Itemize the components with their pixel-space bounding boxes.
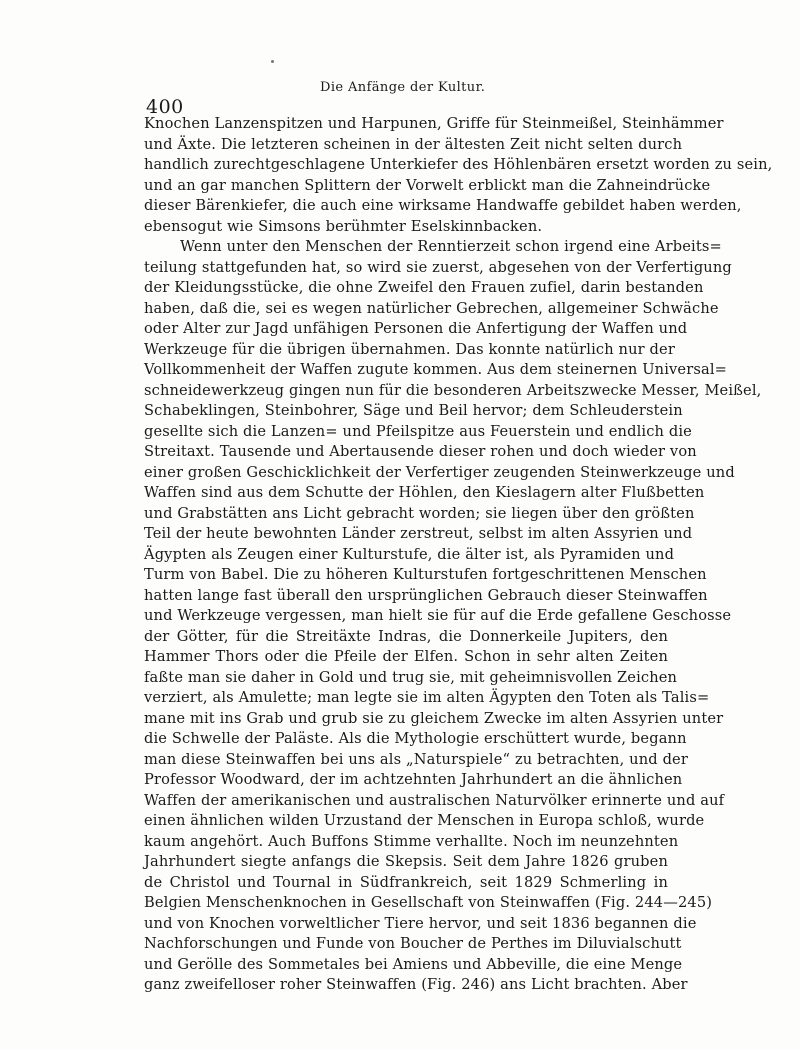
text-line: Werkzeuge für die übrigen übernahmen. Das konnte natürlich nur der — [144, 340, 675, 358]
text-line: Knochen Lanzenspitzen und Harpunen, Griffe für Steinmeißel, Steinhämmer — [144, 115, 724, 132]
page-number: 400 — [146, 96, 184, 118]
text-line: der Götter, für die Streitäxte Indras, die Donnerkeile Jupiters, den — [144, 627, 668, 645]
text-line: schneidewerkzeug gingen nun für die besonderen Arbeitszwecke Messer, Meißel, — [144, 381, 762, 399]
text-line: Waffen sind aus dem Schutte der Höhlen, den Kieslagern alter Flußbetten — [144, 484, 705, 501]
ink-speck — [271, 60, 274, 63]
text-line: Turm von Babel. Die zu höheren Kulturstufen fortgeschrittenen Menschen — [144, 566, 707, 583]
text-line: einen ähnlichen wilden Urzustand der Menschen in Europa schloß, wurde — [144, 812, 705, 829]
text-line: de Christol und Tournal in Südfrankreich, seit 1829 Schmerling in — [144, 873, 668, 891]
text-line: handlich zurechtgeschlagene Unterkiefer des Höhlenbären ersetzt worden zu sein, — [144, 156, 773, 173]
text-line: kaum angehört. Auch Buffons Stimme verhallte. Noch im neunzehnten — [144, 832, 679, 850]
text-line: Ägypten als Zeugen einer Kulturstufe, die älter ist, als Pyramiden und — [144, 545, 675, 563]
text-line: und Werkzeuge vergessen, man hielt sie für auf die Erde gefallene Geschosse — [144, 607, 732, 624]
text-line: und Gerölle des Sommetales bei Amiens und Abbeville, die eine Menge — [144, 955, 683, 973]
text-line: man diese Steinwaffen bei uns als „Naturspiele“ zu betrachten, und der — [144, 750, 688, 768]
text-line: Schabeklingen, Steinbohrer, Säge und Beil hervor; dem Schleuderstein — [144, 402, 683, 419]
text-line: die Schwelle der Paläste. Als die Mythologie erschüttert wurde, begann — [144, 730, 687, 747]
text-line: und an gar manchen Splittern der Vorwelt erblickt man die Zahneindrücke — [144, 176, 711, 194]
text-line: Vollkommenheit der Waffen zugute kommen. Aus dem steinernen Universal= — [144, 361, 728, 378]
text-line: Nachforschungen und Funde von Boucher de Perthes im Diluvialschutt — [144, 935, 682, 952]
paragraph-start-line: Wenn unter den Menschen der Renntierzeit schon irgend eine Arbeits= — [180, 238, 722, 255]
text-line: Teil der heute bewohnten Länder zerstreut, selbst im alten Assyrien und — [144, 525, 693, 542]
text-line: Hammer Thors oder die Pfeile der Elfen. Schon in sehr alten Zeiten — [144, 648, 668, 665]
text-line: dieser Bärenkiefer, die auch eine wirksame Handwaffe gebildet haben werden, — [144, 197, 742, 214]
text-line: Streitaxt. Tausende und Abertausende dieser rohen und doch wieder von — [144, 443, 697, 460]
body-text — [144, 114, 773, 996]
text-line: Professor Woodward, der im achtzehnten Jahrhundert an die ähnlichen — [144, 771, 683, 788]
text-line: haben, daß die, sei es wegen natürlicher Gebrechen, allgemeiner Schwäche — [144, 299, 719, 317]
text-line: einer großen Geschicklichkeit der Verfertiger zeugenden Steinwerkzeuge und — [144, 463, 735, 481]
text-line: und Äxte. Die letzteren scheinen in der ältesten Zeit nicht selten durch — [144, 135, 683, 153]
text-line: Belgien Menschenknochen in Gesellschaft von Steinwaffen (Fig. 244—245) — [144, 894, 713, 911]
text-line: mane mit ins Grab und grub sie zu gleichem Zwecke im alten Assyrien unter — [144, 709, 724, 727]
text-line: ganz zweifelloser roher Steinwaffen (Fig. 246) ans Licht brachten. Aber — [144, 976, 688, 993]
text-line: faßte man sie daher in Gold und trug sie, mit geheimnisvollen Zeichen — [144, 668, 678, 686]
text-line: Jahrhundert siegte anfangs die Skepsis. Seit dem Jahre 1826 gruben — [144, 853, 668, 870]
text-line: Waffen der amerikanischen und australischen Naturvölker erinnerte und auf — [144, 791, 725, 809]
text-line: gesellte sich die Lanzen= und Pfeilspitze aus Feuerstein und endlich die — [144, 422, 692, 440]
text-line: der Kleidungsstücke, die ohne Zweifel den Frauen zufiel, darin bestanden — [144, 279, 704, 296]
running-title: Die Anfänge der Kultur. — [320, 80, 486, 95]
text-line: und von Knochen vorweltlicher Tiere hervor, und seit 1836 begannen die — [144, 914, 697, 932]
text-line: und Grabstätten ans Licht gebracht worden; sie liegen über den größten — [144, 504, 695, 522]
text-line: teilung stattgefunden hat, so wird sie zuerst, abgesehen von der Verfertigung — [144, 258, 732, 276]
text-line: verziert, als Amulette; man legte sie im alten Ägypten den Toten als Talis= — [144, 689, 710, 706]
text-line: hatten lange fast überall den ursprünglichen Gebrauch dieser Steinwaffen — [144, 586, 708, 604]
paragraph-end-line: ebensogut wie Simsons berühmter Eselskinnbacken. — [144, 217, 543, 235]
text-line: oder Alter zur Jagd unfähigen Personen die Anfertigung der Waffen und — [144, 320, 688, 337]
